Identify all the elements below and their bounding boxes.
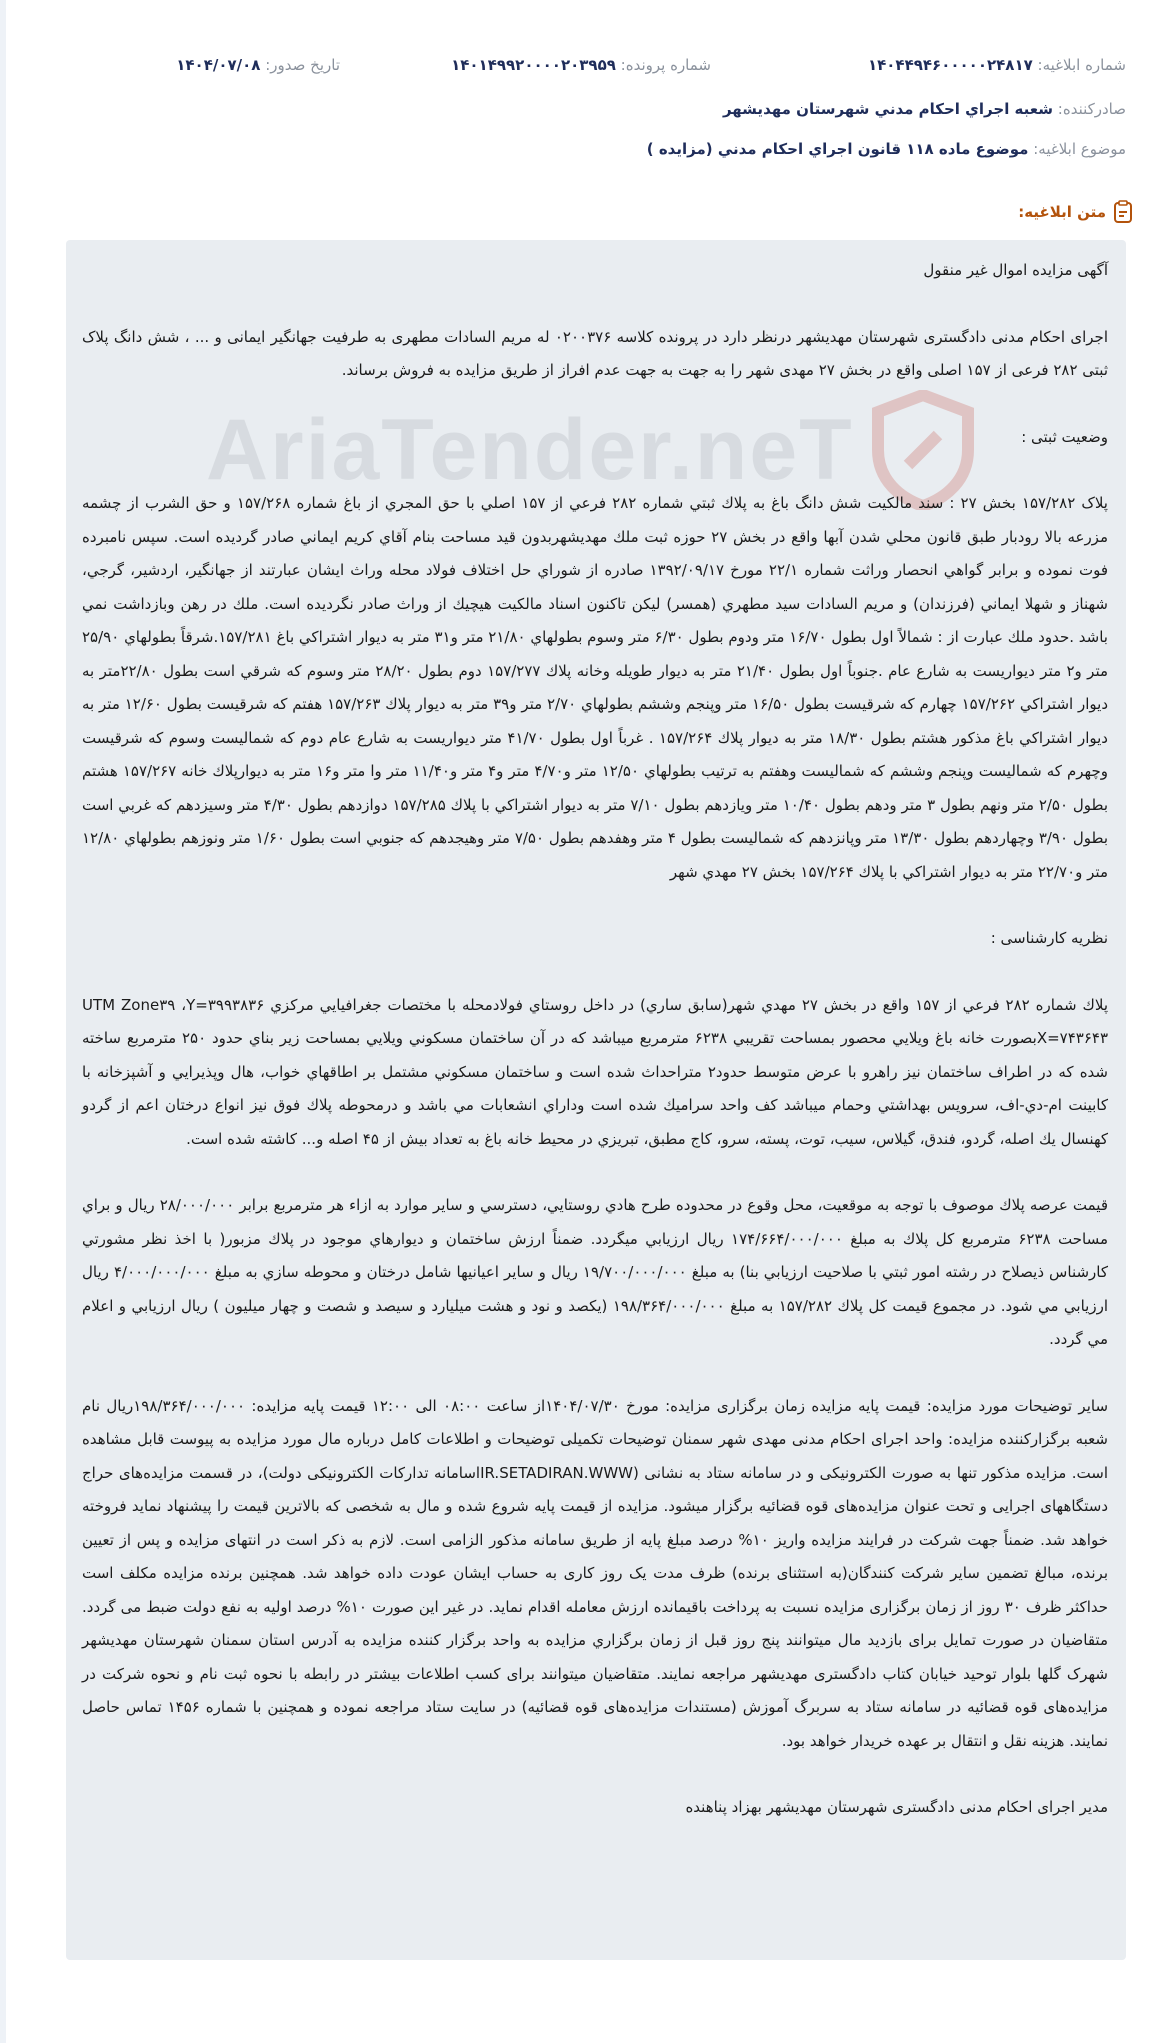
expert-opinion-text: پلاك شماره ۲۸۲ فرعي از ۱۵۷ واقع در بخش ۲۷ مهدي شهر(سابق ساري) در داخل روستاي فولادمحله با مختصات جغرافيايي مركزي UTM Zone۳۹ ،Y=۳۹۹۳۸۳۶ X=۷۴۳۶۴۳بصورت خانه باغ ويلايي محصور بمساحت تقريبي ۶۲۳۸ مترمربع ميباشد كه در آن ساختمان مسكوني ويلايي بمساحت زير بناي حدود ۲۵۰ مترمربع ساخته شده كه در اطراف ساختمان نيز راهرو با عرض متوسط حدود۲ متراحداث شده است و ساختمان مسكوني مشتمل بر اطاقهاي خواب، هال وپذيرايي و آشپزخانه با كابينت ام-دي-اف، سرويس بهداشتي وحمام ميباشد كف واحد سراميك شده است وداراي انشعابات مي باشد و درمحوطه پلاك فوق نيز انواع درختان اعم از گردو كهنسال يك اصله، گردو، فندق، گيلاس، سيب، توت، پسته، سرو، كاج مطبق، تبريزي در محيط خانه باغ به تعداد بيش از ۴۵ اصله و... كاشته شده است. — [82, 995, 1108, 1148]
auction-details-text: سایر توضیحات مورد مزایده: قیمت پایه مزایده زمان برگزاری مزایده: مورخ ۱۴۰۴/۰۷/۳۰از ساعت ۰۸:۰۰ الی ۱۲:۰۰ قیمت پایه مزایده: ۱۹۸/۳۶۴/۰۰۰/۰۰۰ریال نام شعبه برگزارکننده مزایده: واحد اجرای احکام مدنی مهدی شهر سمنان توضیحات تکمیلی توضیحات و اطلاعات کامل درباره مال مورد مزایده به پیوست قابل مشاهده است. مزایده مذکور تنها به صورت الکترونیکی و در سامانه ستاد به نشانی (IR.SETADIRAN.WWWاسامانه تدارکات الکترونیکی دولت)، در قسمت مزایده‌های حراج دستگاههای اجرایی و تحت عنوان مزایده‌های قوه قضائیه برگزار میشود. مزایده از قیمت پایه شروع شده و مال به شخصی که بالاترین قیمت را پیشنهاد نماید فروخته خواهد شد. ضمناً جهت شرکت در فرایند مزایده واریز ۱۰% درصد مبلغ پایه از طریق سامانه مذکور الزامی است. لازم به ذکر است در انتهای مزایده و پس از تعیین برنده، مبالغ تضمین سایر شرکت کنندگان(به استثنای برنده) ظرف مدت یک روز کاری به حساب ایشان عودت داده خواهد شد. همچنین برنده مزایده مکلف است حداکثر ظرف ۳۰ روز از زمان برگزاری مزایده نسبت به پرداخت باقیمانده ارزش معامله اقدام نماید. در غیر این صورت ۱۰% درصد اولیه به نفع دولت ضبط می گردد. متقاضیان در صورت تمایل برای بازدید مال میتوانند پنج روز قبل از زمان برگزاري مزايده به واحد برگزار کننده مزایده به آدرس استان سمنان شهرستان مهدیشهر شهرک گلها بلوار توحید خیابان کتاب دادگستری مهدیشهر مراجعه نمایند. متقاضیان میتوانند برای کسب اطلاعات بیشتر در رابطه با نحوه ثبت نام و نحوه شرکت در مزایده‌های قوه قضائیه در سامانه ستاد به سربرگ آموزش (مستندات مزایده‌های قوه قضائیه) در سایت ستاد مراجعه نموده و همچنین با شماره ۱۴۵۶ تماس حاصل نمایند. هزینه نقل و انتقال بر عهده خریدار خواهد بود. — [82, 1396, 1109, 1750]
signature: مدیر اجرای احکام مدنی دادگستری شهرستان مهدیشهر بهزاد پناهنده — [685, 1798, 1108, 1816]
notice-paragraph: اجرای احکام مدنی دادگستری شهرستان مهدیشهر درنظر دارد در پرونده کلاسه ۰۲۰۰۳۷۶ له مریم السادات مطهری به طرفیت جهانگیر ایمانی و ... ، شش دانگ پلاک ثبتی ۲۸۲ فرعی از ۱۵۷ اصلی واقع در بخش ۲۷ مهدی شهر را به جهت به جهت عدم افراز از طریق مزایده به فروش برساند. — [82, 327, 1108, 379]
notice-number: شماره ابلاغیه: ۱۴۰۴۴۹۴۶۰۰۰۰۰۲۴۸۱۷ — [867, 56, 1126, 74]
issue-date: تاریخ صدور: ۱۴۰۴/۰۷/۰۸ — [176, 56, 340, 74]
expert-opinion-heading: نظریه کارشناسی : — [990, 929, 1108, 947]
subject: موضوع ابلاغیه: موضوع ماده ۱۱۸ قانون اجراي احكام مدني (مزايده ) — [646, 140, 1126, 158]
watermark-logo: AriaTender.neT — [206, 390, 978, 510]
notice-text-heading: متن ابلاغیه: — [1018, 200, 1134, 224]
registration-status-text: پلاک ۱۵۷/۲۸۲ بخش ۲۷ : سند مالكيت شش دانگ باغ به پلاك ثبتي شماره ۲۸۲ فرعي از ۱۵۷ اصلي با حق المجري از باغ شماره ۱۵۷/۲۶۸ و حق الشرب از چشمه مزرعه بالا رودبار طبق قانون محلي شدن آبها واقع در بخش ۲۷ حوزه ثبت ملك مهديشهربدون قيد مساحت بنام آقاي كريم ايماني صادر گرديده است. سپس نامبرده فوت نموده و برابر گواهي انحصار وراثت شماره ۲۲/۱ مورخ ۱۳۹۲/۰۹/۱۷ صادره از شوراي حل اختلاف فولاد محله وراث ايشان عبارتند از جهانگير، اردشير، گرجي، شهناز و شهلا ايماني (فرزندان) و مريم السادات سيد مطهري (همسر) ليكن تاكنون اسناد مالكيت هيچيك از وراث صادر نگرديده است. ملك در رهن وبازداشت نمي باشد .حدود ملك عبارت از : شمالاً اول بطول ۱۶/۷۰ متر ودوم بطول ۶/۳۰ متر وسوم بطولهاي ۲۱/۸۰ متر و۳۱ متر به ديوار اشتراكي باغ ۱۵۷/۲۸۱.شرقاً بطولهاي ۲۵/۹۰ متر و۲ متر ديواريست به شارع عام .جنوباً اول بطول ۲۱/۴۰ متر به ديوار طويله وخانه پلاك ۱۵۷/۲۷۷ دوم بطول ۲۸/۲۰ متر وسوم كه شرقي است بطول ۲۲/۸۰متر به ديوار اشتراكي ۱۵۷/۲۶۲ چهارم كه شرقيست بطول ۱۶/۵۰ متر وپنجم وششم بطولهاي ۲/۷۰ متر و۳۹ متر به ديوار پلاك ۱۵۷/۲۶۳ هفتم كه شرقيست بطول ۱۲/۶۰ متر به ديوار اشتراكي باغ مذكور هشتم بطول ۱۸/۳۰ متر به ديوار پلاك ۱۵۷/۲۶۴ . غرباً اول بطول ۴۱/۷۰ متر ديواريست به شارع عام دوم كه شماليست وسوم كه شرقيست وچهرم كه شماليست وپنجم وششم كه شماليست وهفتم به ترتيب بطولهاي ۱۲/۵۰ متر و۴/۷۰ متر و۴ متر و۱۱/۴۰ متر وا متر و۱۶ متر به ديوارپلاك خانه ۱۵۷/۲۶۷ هشتم بطول ۲/۵۰ متر ونهم بطول ۳ متر ودهم بطول ۱۰/۴۰ متر ويازدهم بطول ۷/۱۰ متر به ديوار اشتراكي با پلاك ۱۵۷/۲۸۵ دوازدهم بطول ۴/۳۰ متر وسيزدهم كه غربي است بطول ۳/۹۰ وچهاردهم بطول ۱۳/۳۰ متر وپانزدهم كه شماليست بطول ۴ متر وهفدهم بطول ۷/۵۰ متر وهيجدهم كه جنوبي است بطول ۱/۶۰ متر ونوزهم بطولهاي ۱۲/۸۰ متر و۲۲/۷۰ متر به ديوار اشتراكي با پلاك ۱۵۷/۲۶۴ بخش ۲۷ مهدي شهر — [82, 494, 1109, 881]
issuer: صادرکننده: شعبه اجراي احكام مدني شهرستان مهديشهر — [722, 100, 1126, 118]
case-number: شماره پرونده: ۱۴۰۱۴۹۹۲۰۰۰۰۲۰۳۹۵۹ — [451, 56, 711, 74]
registration-status-heading: وضعیت ثبتی : — [1021, 427, 1108, 446]
document-icon — [1112, 200, 1134, 224]
notice-body — [66, 240, 1126, 1960]
notice-heading: آگهی مزایده اموال غیر منقول — [923, 261, 1108, 279]
valuation-text: قيمت عرصه پلاك موصوف با توجه به موقعيت، محل وقوع در محدوده طرح هادي روستايي، دسترسي و ساير موارد به ازاء هر مترمربع برابر ۲۸/۰۰۰/۰۰۰ ريال و براي مساحت ۶۲۳۸ مترمربع كل پلاك به مبلغ ۱۷۴/۶۶۴/۰۰۰/۰۰۰ ريال ارزيابي ميگردد. ضمناً ارزش ساختمان و ديوارهاي موجود در پلاك مزبور( با اخذ نظر مشورتي كارشناس ذيصلاح در رشته امور ثبتي با صلاحيت ارزيابي بنا) به مبلغ ۱۹/۷۰۰/۰۰۰/۰۰۰ ريال و ساير اعيانيها شامل درختان و محوطه سازي به مبلغ ۴/۰۰۰/۰۰۰/۰۰۰ ريال ارزيابي مي شود. در مجموع قيمت كل پلاك ۱۵۷/۲۸۲ به مبلغ ۱۹۸/۳۶۴/۰۰۰/۰۰۰ (يكصد و نود و هشت ميليارد و سيصد و شصت و چهار ميليون ) ريال ارزيابي و اعلام مي گردد. — [82, 1196, 1109, 1348]
notice-content — [82, 254, 1108, 1858]
